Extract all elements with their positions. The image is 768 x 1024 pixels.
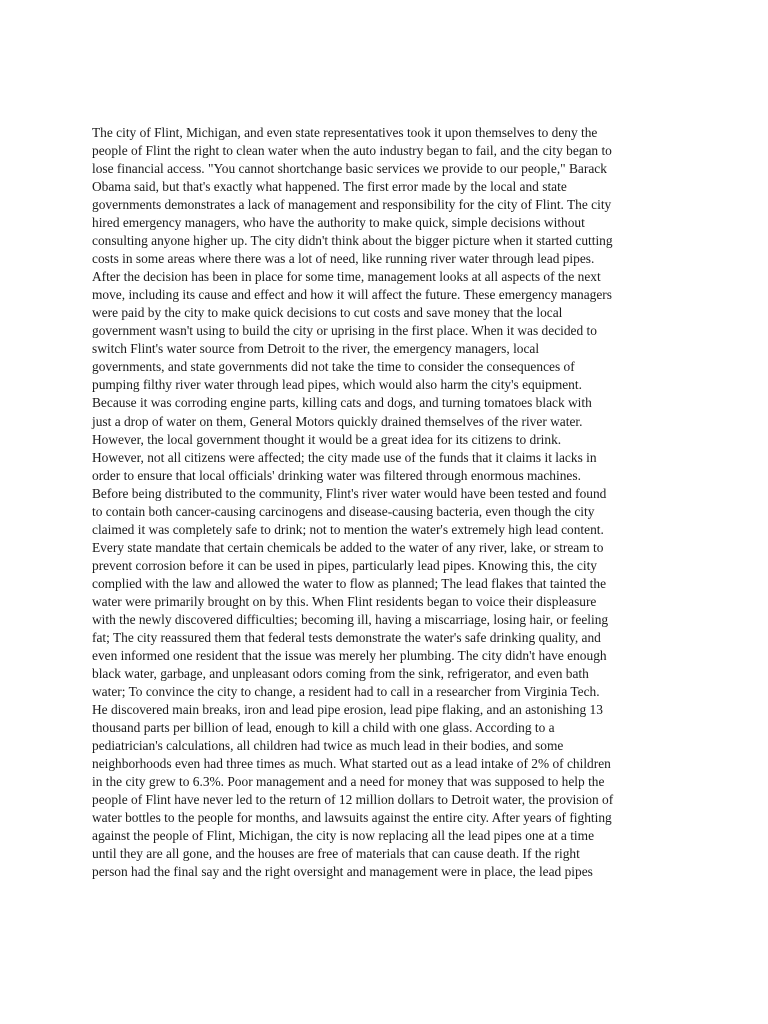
text-line: water were primarily brought on by this. When Flint residents began to voice their displeasure [92, 593, 597, 609]
text-line: neighborhoods even had three times as much. What started out as a lead intake of 2% of children [92, 756, 611, 772]
text-line: He discovered main breaks, iron and lead pipe erosion, lead pipe flaking, and an astonishing 13 [92, 702, 603, 717]
text-line: Before being distributed to the community, Flint's river water would have been tested and found [92, 485, 607, 501]
text-line: people of Flint have never led to the return of 12 million dollars to Detroit water, the provision of [92, 792, 614, 808]
text-line: However, not all citizens were affected; the city made use of the funds that it claims it lacks in [92, 449, 597, 465]
text-line: government wasn't using to build the city or uprising in the first place. When it was decided to [92, 323, 597, 339]
text-line: governments, and state governments did not take the time to consider the consequences of [92, 359, 575, 375]
text-line: in the city grew to 6.3%. Poor management and a need for money that was supposed to help the [92, 774, 605, 790]
text-line: to contain both cancer-causing carcinogens and disease-causing bacteria, even though the city [92, 503, 595, 519]
text-line: order to ensure that local officials' drinking water was filtered through enormous machines. [92, 467, 581, 483]
text-line: were paid by the city to make quick decisions to cut costs and save money that the local [92, 305, 563, 321]
text-line: until they are all gone, and the houses are free of materials that can cause death. If the right [92, 846, 580, 862]
text-line: just a drop of water on them, General Motors quickly drained themselves of the river water. [92, 413, 583, 429]
text-line: The city of Flint, Michigan, and even state representatives took it upon themselves to deny the [92, 125, 598, 140]
text-line: However, the local government thought it would be a great idea for its citizens to drink. [92, 431, 562, 447]
text-line: black water, garbage, and unpleasant odors coming from the sink, refrigerator, and even bath [92, 665, 589, 681]
text-line: person had the final say and the right oversight and management were in place, the lead pipes [92, 864, 593, 880]
text-line: against the people of Flint, Michigan, the city is now replacing all the lead pipes one at a time [92, 828, 595, 844]
text-line: people of Flint the right to clean water when the auto industry began to fail, and the city began to [92, 143, 612, 159]
text-line: move, including its cause and effect and how it will affect the future. These emergency managers [92, 287, 612, 303]
text-line: Because it was corroding engine parts, killing cats and dogs, and turning tomatoes black with [92, 395, 592, 411]
text-line: Every state mandate that certain chemicals be added to the water of any river, lake, or stream to [92, 539, 604, 555]
text-line: lose financial access. "You cannot shortchange basic services we provide to our people," Barack [92, 161, 607, 177]
text-line: water bottles to the people for months, and lawsuits against the entire city. After years of fighting [92, 810, 612, 826]
text-line: pediatrician's calculations, all children had twice as much lead in their bodies, and some [92, 738, 564, 754]
text-line: water; To convince the city to change, a resident had to call in a researcher from Virginia Tech. [92, 683, 600, 699]
essay-body-text [92, 124, 664, 881]
text-line: even informed one resident that the issue was merely her plumbing. The city didn't have enough [92, 647, 607, 663]
text-line: prevent corrosion before it can be used in pipes, particularly lead pipes. Knowing this, the city [92, 557, 597, 573]
text-line: fat; The city reassured them that federal tests demonstrate the water's safe drinking quality, and [92, 629, 601, 645]
text-line: complied with the law and allowed the water to flow as planned; The lead flakes that tainted the [92, 575, 607, 591]
text-line: pumping filthy river water through lead pipes, which would also harm the city's equipment. [92, 377, 582, 393]
text-line: governments demonstrates a lack of management and responsibility for the city of Flint. The city [92, 197, 612, 213]
text-line: Obama said, but that's exactly what happened. The first error made by the local and state [92, 179, 567, 195]
text-line: claimed it was completely safe to drink; not to mention the water's extremely high lead content. [92, 521, 604, 537]
text-line: costs in some areas where there was a lot of need, like running river water through lead pipes. [92, 251, 595, 267]
text-line: switch Flint's water source from Detroit to the river, the emergency managers, local [92, 341, 540, 357]
text-line: with the newly discovered difficulties; becoming ill, having a miscarriage, losing hair, or feeling [92, 611, 609, 627]
text-line: hired emergency managers, who have the authority to make quick, simple decisions without [92, 215, 585, 231]
text-line: thousand parts per billion of lead, enough to kill a child with one glass. According to a [92, 720, 555, 736]
text-line: After the decision has been in place for some time, management looks at all aspects of the next [92, 269, 601, 285]
text-line: consulting anyone higher up. The city didn't think about the bigger picture when it started cutting [92, 233, 613, 249]
